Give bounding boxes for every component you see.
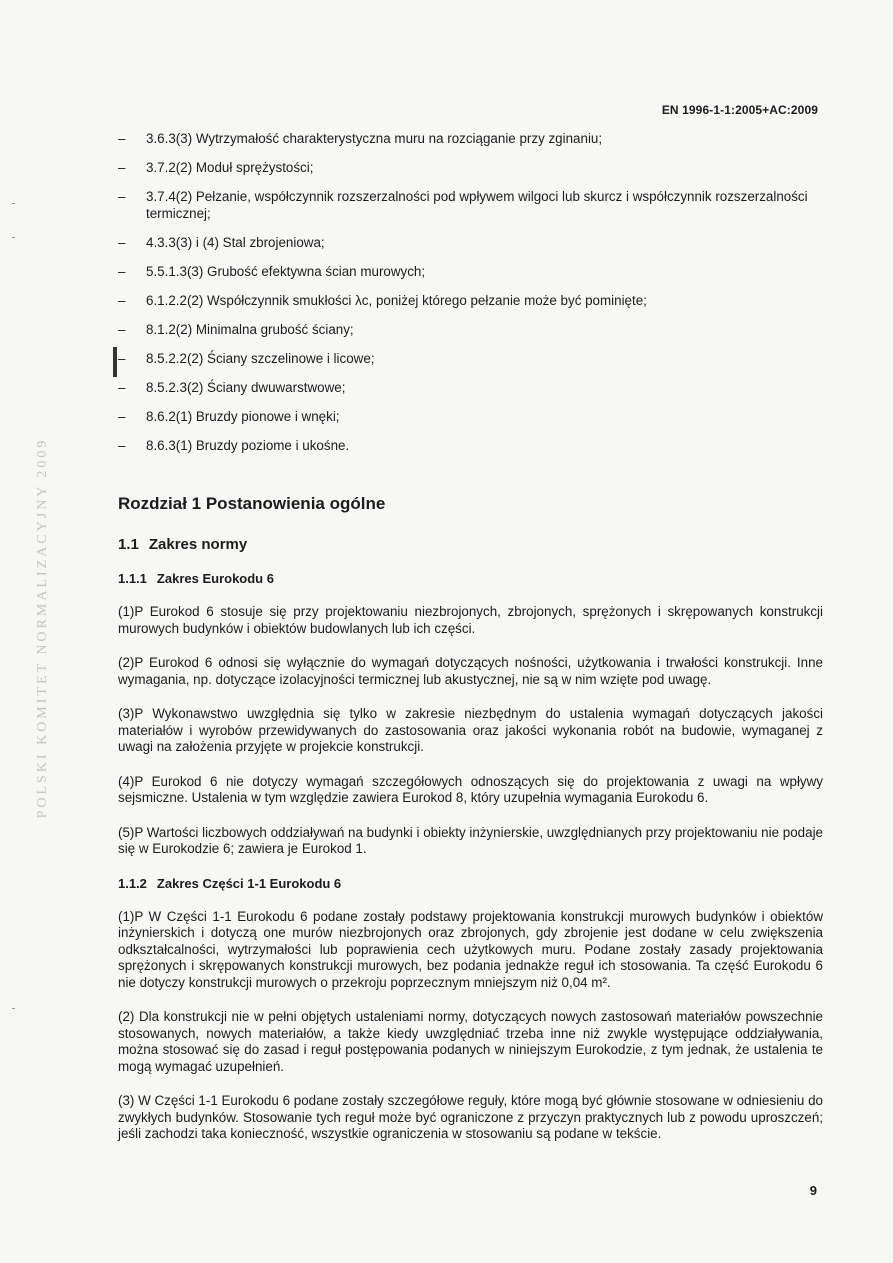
chapter-title: Rozdział 1 Postanowienia ogólne	[118, 494, 386, 513]
section-title: Zakres normy	[148, 536, 248, 553]
list-item	[118, 437, 823, 454]
paragraph: (2)P Eurokod 6 odnosi się wyłącznie do wymagań dotyczących nośności, użytkowania i trwałości konstrukcji. Inne wymagania, np. dotyczące izolacyjności termicznej lub akustycznej, nie są w nim wzięte pod uwagę.	[118, 655, 823, 687]
list-dash: –	[118, 322, 126, 337]
list-dash: –	[118, 351, 126, 366]
paragraph: (2) Dla konstrukcji nie w pełni objętych ustaleniami normy, dotyczących nowych zastosowań materiałów powszechnie stosowanych, nowych materiałów, a także kiedy uwzględniać trzeba inne niż zwykle występujące oddziaływania, można stosować się do zasad i reguł postępowania podanych w niniejszym Eurokodzie, z tym jednak, że ustalenia te mogą wymagać uzupełnień.	[118, 1009, 823, 1074]
subsection-heading	[118, 876, 823, 891]
list-item-text: 3.6.3(3) Wytrzymałość charakterystyczna muru na rozciąganie przy zginaniu;	[146, 131, 603, 146]
list-item	[118, 292, 823, 309]
list-dash: –	[118, 160, 126, 175]
list-item	[118, 234, 823, 251]
list-item	[118, 321, 823, 338]
list-dash: –	[118, 409, 126, 424]
list-item-text: 3.7.2(2) Moduł sprężystości;	[146, 160, 314, 175]
list-item-text: 8.6.3(1) Bruzdy poziome i ukośne.	[146, 438, 350, 453]
list-item-text: 8.5.2.2(2) Ściany szczelinowe i licowe;	[146, 351, 375, 366]
paragraph: (1)P Eurokod 6 stosuje się przy projektowaniu niezbrojonych, zbrojonych, sprężonych i skrępowanych konstrukcji murowych budynków i obiektów budowlanych lub ich części.	[118, 604, 823, 636]
subsection-heading	[118, 571, 823, 586]
subsection-title: Zakres Eurokodu 6	[156, 571, 274, 586]
list-dash: –	[118, 264, 126, 279]
bullet-list	[118, 130, 823, 466]
list-item	[118, 188, 823, 222]
watermark: POLSKI KOMITET NORMALIZACYJNY 2009	[35, 437, 50, 819]
main-content	[118, 494, 823, 1161]
change-bar	[113, 347, 117, 377]
paragraph: (3) W Części 1-1 Eurokodu 6 podane zostały szczegółowe reguły, które mogą być głównie stosowane w odniesieniu do zwykłych budynków. Stosowanie tych reguł może być ograniczone z przyczyn praktycznych lub z powodu uproszczeń; jeśli zachodzi taka konieczność, wszystkie ograniczenia w stosowaniu są podane w tekście.	[118, 1093, 823, 1141]
standard-code: EN 1996-1-1:2005+AC:2009	[661, 103, 818, 117]
list-dash: –	[118, 189, 126, 204]
scan-speck	[12, 203, 15, 204]
list-item-text: 8.5.2.3(2) Ściany dwuwarstwowe;	[146, 380, 346, 395]
list-dash: –	[118, 235, 126, 250]
subsection-title: Zakres Części 1-1 Eurokodu 6	[156, 875, 342, 891]
paragraph: (5)P Wartości liczbowych oddziaływań na budynki i obiekty inżynierskie, uwzględnianych przy projektowaniu nie podaje się w Eurokodzie 6; zawiera je Eurokod 1.	[118, 824, 823, 856]
scan-speck	[12, 1008, 15, 1009]
section-number: 1.1	[118, 536, 139, 553]
subsection-number: 1.1.1	[118, 571, 147, 586]
list-dash: –	[118, 380, 126, 395]
page-number: 9	[809, 1183, 817, 1198]
list-item-text: 5.5.1.3(3) Grubość efektywna ścian murowych;	[146, 264, 426, 279]
paragraph: (3)P Wykonawstwo uwzględnia się tylko w zakresie niezbędnym do ustalenia wymagań dotyczących jakości materiałów i wyrobów przewidywanych do zastosowania oraz jakości wykonania robót na budowie, wymaganej z uwagi na założenia przyjęte w projekcie konstrukcji.	[118, 706, 823, 754]
scan-speck	[12, 237, 15, 238]
list-item-text: 3.7.4(2) Pełzanie, współczynnik rozszerzalności pod wpływem wilgoci lub skurcz i współczynnik rozszerzalności termicznej;	[146, 189, 808, 221]
list-dash: –	[118, 293, 126, 308]
list-dash: –	[118, 131, 126, 146]
list-item	[118, 263, 823, 280]
list-item	[118, 159, 823, 176]
list-dash: –	[118, 438, 126, 453]
list-item	[118, 350, 823, 367]
list-item-text: 6.1.2.2(2) Współczynnik smukłości λc, poniżej którego pełzanie może być pominięte;	[146, 293, 647, 308]
list-item	[118, 130, 823, 147]
subsection-number: 1.1.2	[118, 875, 147, 891]
paragraph: (1)P W Części 1-1 Eurokodu 6 podane zostały podstawy projektowania konstrukcji murowych budynków i obiektów inżynierskich i dotyczą one murów niezbrojonych oraz zbrojonych, gdy zbrojenie jest dodane w celu zwiększenia odkształcalności, wytrzymałości lub poprawienia cech użytkowych muru. Podane zostały zasady projektowania sprężonych i skrępowanych konstrukcji murowych, bez podania jednakże reguł ich stosowania. Ta część Eurokodu 6 nie dotyczy konstrukcji murowych o przekroju poprzecznym mniejszym niż 0,04 m².	[118, 908, 823, 990]
list-item-text: 8.1.2(2) Minimalna grubość ściany;	[146, 322, 354, 337]
list-item	[118, 408, 823, 425]
list-item	[118, 379, 823, 396]
paragraph: (4)P Eurokod 6 nie dotyczy wymagań szczegółowych odnoszących się do projektowania z uwagi na wpływy sejsmiczne. Ustalenia w tym względzie zawiera Eurokod 8, który uzupełnia wymagania Eurokodu 6.	[118, 773, 823, 805]
section-heading	[118, 536, 823, 553]
list-item-text: 8.6.2(1) Bruzdy pionowe i wnęki;	[146, 409, 340, 424]
list-item-text: 4.3.3(3) i (4) Stal zbrojeniowa;	[146, 235, 325, 250]
